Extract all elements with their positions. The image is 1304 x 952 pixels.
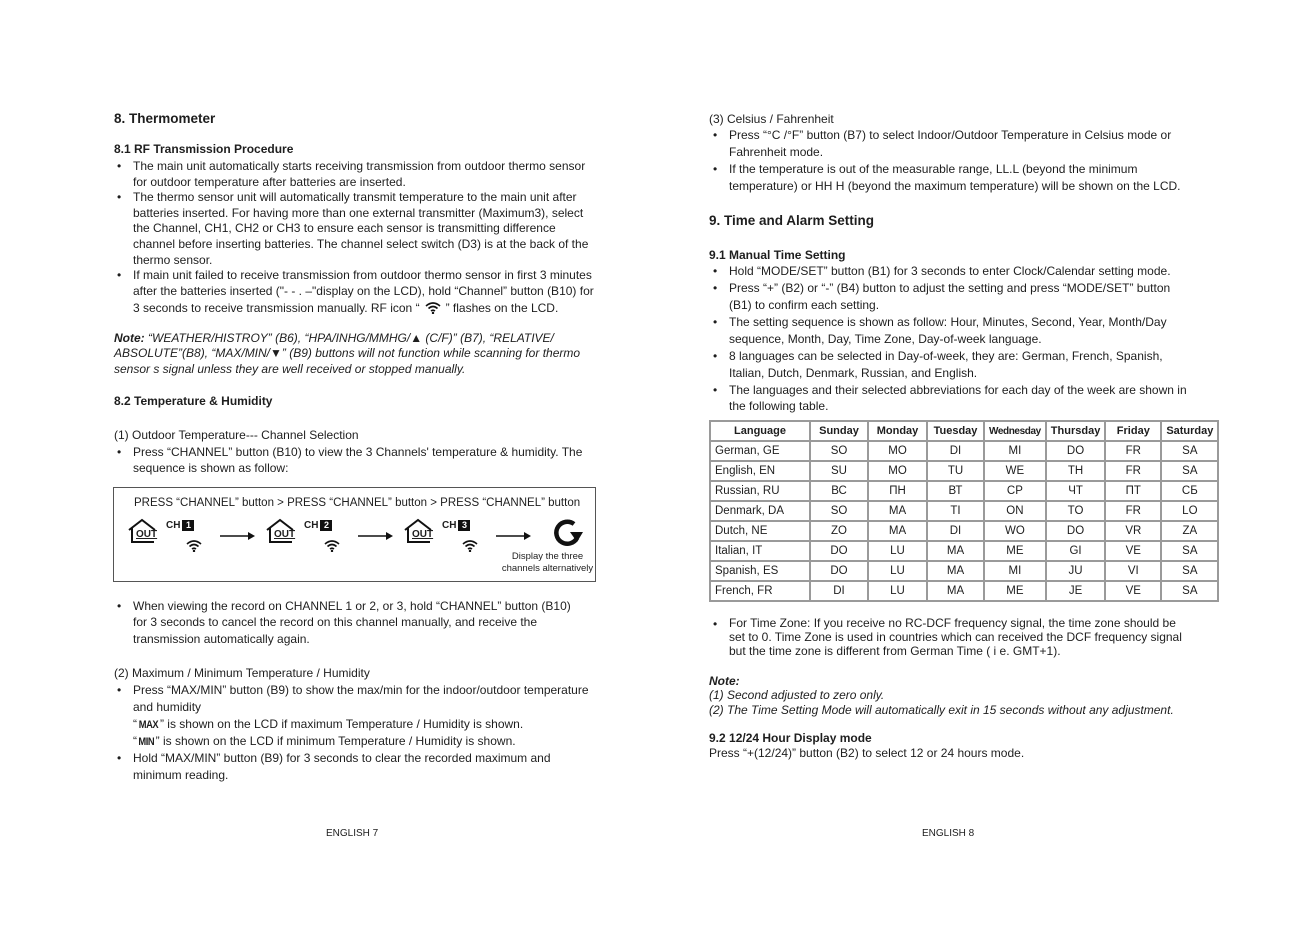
table-cell: Russian, RU <box>710 481 810 501</box>
note-line: sensor s signal unless they are well received or stopped manually. <box>114 362 466 376</box>
table-cell: MI <box>984 441 1046 461</box>
table-cell: LU <box>868 581 927 601</box>
table-cell: Italian, IT <box>710 541 810 561</box>
arrow-right-icon <box>220 526 256 546</box>
page-footer: ENGLISH 7 <box>326 828 379 839</box>
table-cell: MA <box>927 541 984 561</box>
text-line: thermo sensor. <box>133 253 213 267</box>
table-cell: SA <box>1161 461 1218 481</box>
table-row <box>710 501 1218 521</box>
note-label: Note: <box>709 674 740 688</box>
text-line: Press “°C /°F” button (B7) to select Indoor/Outdoor Temperature in Celsius mode or <box>729 128 1172 142</box>
table-cell: JE <box>1046 581 1106 601</box>
table-row <box>710 561 1218 581</box>
table-cell: JU <box>1046 561 1106 581</box>
note-label: Note: <box>114 331 145 345</box>
table-cell: Denmark, DA <box>710 501 810 521</box>
text-line: for 3 seconds to cancel the record on this channel manually, and receive the <box>133 615 538 629</box>
bullet-icon: • <box>117 159 122 173</box>
page-footer: ENGLISH 8 <box>922 828 975 839</box>
section-title: 9. Time and Alarm Setting <box>709 213 875 228</box>
text-line: Press “+” (B2) or “-” (B4) button to adjust the setting and press “MODE/SET” button <box>729 281 1171 295</box>
table-cell: ЧТ <box>1046 481 1106 501</box>
table-row <box>710 521 1218 541</box>
outdoor-house-icon: OUT <box>264 518 296 544</box>
wifi-signal-icon <box>324 540 340 555</box>
outdoor-house-icon: OUT <box>402 518 434 544</box>
channel-label: CH <box>166 520 181 531</box>
table-row <box>710 541 1218 561</box>
text: ” is shown on the LCD if minimum Temperature / Humidity is shown. <box>155 734 516 748</box>
text-line: transmission automatically again. <box>133 632 310 646</box>
table-cell: MA <box>868 501 927 521</box>
table-cell: СБ <box>1161 481 1218 501</box>
bullet-icon: • <box>713 162 718 176</box>
text-line: for outdoor temperature after batteries are inserted. <box>133 175 406 189</box>
text-line: Hold “MODE/SET” button (B1) for 3 seconds to enter Clock/Calendar setting mode. <box>729 264 1171 278</box>
column-header: Thursday <box>1046 421 1106 441</box>
min-indicator: MIN <box>138 736 155 748</box>
rf-signal-icon <box>421 302 445 318</box>
wifi-signal-icon <box>462 540 478 555</box>
text-line: but the time zone is different from German Time ( i e. GMT+1). <box>729 644 1061 658</box>
channel-number: 3 <box>458 520 470 531</box>
column-header: Language <box>710 421 810 441</box>
paragraph: Press “+(12/24)” button (B2) to select 12 or 24 hours mode. <box>709 746 1025 760</box>
table-cell: MA <box>927 561 984 581</box>
bullet-icon: • <box>713 315 718 329</box>
subsection-heading: 9.2 12/24 Hour Display mode <box>709 731 872 745</box>
bullet-icon: • <box>117 445 122 459</box>
bullet-icon: • <box>117 683 122 697</box>
table-cell: SA <box>1161 541 1218 561</box>
text-line: minimum reading. <box>133 768 229 782</box>
table-cell: LU <box>868 561 927 581</box>
channel-number: 1 <box>182 520 194 531</box>
table-cell: SO <box>810 501 868 521</box>
table-cell: LU <box>868 541 927 561</box>
channel-diagram <box>113 487 596 582</box>
table-cell: VE <box>1105 541 1161 561</box>
section-title: 8. Thermometer <box>114 111 216 126</box>
table-cell: ВС <box>810 481 868 501</box>
bullet-icon: • <box>713 281 718 295</box>
text-line: Fahrenheit mode. <box>729 145 824 159</box>
table-row <box>710 481 1218 501</box>
column-header: Sunday <box>810 421 868 441</box>
text-line: the following table. <box>729 399 829 413</box>
text-line: Italian, Dutch, Denmark, Russian, and English. <box>729 366 978 380</box>
text-line: (B1) to confirm each setting. <box>729 298 880 312</box>
text-line: channel before inserting batteries. The channel select switch (D3) is at the back of the <box>133 237 589 251</box>
table-cell: ВТ <box>927 481 984 501</box>
note-line <box>114 330 554 346</box>
column-header: Wednesday <box>984 421 1046 441</box>
table-cell: TO <box>1046 501 1106 521</box>
table-cell: DI <box>927 441 984 461</box>
day-abbreviation-table <box>709 420 1219 602</box>
table-cell: LO <box>1161 501 1218 521</box>
table-cell: MO <box>868 461 927 481</box>
table-cell: Spanish, ES <box>710 561 810 581</box>
text-line: Press “CHANNEL” button (B10) to view the 3 Channels' temperature & humidity. The <box>133 445 583 459</box>
table-cell: DO <box>810 561 868 581</box>
text-line: Press “MAX/MIN” button (B9) to show the max/min for the indoor/outdoor temperature <box>133 683 589 697</box>
note-line: (2) The Time Setting Mode will automatically exit in 15 seconds without any adjustment. <box>709 703 1174 717</box>
text-line: If main unit failed to receive transmission from outdoor thermo sensor in first 3 minutes <box>133 268 592 282</box>
table-cell: SA <box>1161 441 1218 461</box>
table-cell: TU <box>927 461 984 481</box>
table-cell: FR <box>1105 501 1161 521</box>
table-cell: German, GE <box>710 441 810 461</box>
sub-heading: (1) Outdoor Temperature--- Channel Selection <box>114 428 359 442</box>
table-cell: GI <box>1046 541 1106 561</box>
wifi-signal-icon <box>186 540 202 555</box>
table-cell: DO <box>810 541 868 561</box>
bullet-icon: • <box>117 599 122 613</box>
bullet-icon: • <box>713 264 718 278</box>
table-cell: TI <box>927 501 984 521</box>
table-cell: SO <box>810 441 868 461</box>
bullet-icon: • <box>117 268 122 282</box>
table-cell: MA <box>868 521 927 541</box>
text-line: The thermo sensor unit will automatically transmit temperature to the main unit after <box>133 190 577 204</box>
text-line: temperature) or HH H (beyond the maximum temperature) will be shown on the LCD. <box>729 179 1181 193</box>
diagram-caption: Display the three channels alternatively <box>501 551 594 574</box>
table-cell: ZO <box>810 521 868 541</box>
table-cell: FR <box>1105 461 1161 481</box>
channel-label: CH <box>304 520 319 531</box>
text-line: The main unit automatically starts receiving transmission from outdoor thermo sensor <box>133 159 586 173</box>
sub-heading: (3) Celsius / Fahrenheit <box>709 112 834 126</box>
table-cell: MO <box>868 441 927 461</box>
table-cell: ПТ <box>1105 481 1161 501</box>
text-line: “MIN” is shown on the LCD if minimum Temperature / Humidity is shown. <box>133 734 516 748</box>
text-line: after the batteries inserted ("- - . –"display on the LCD), hold “Channel” button (B10) for <box>133 284 594 298</box>
text-line: the Channel, CH1, CH2 or CH3 to ensure each sensor is transmitting difference <box>133 221 556 235</box>
table-cell: WO <box>984 521 1046 541</box>
note-line: (1) Second adjusted to zero only. <box>709 688 885 702</box>
table-cell: DI <box>810 581 868 601</box>
table-cell: VE <box>1105 581 1161 601</box>
bullet-icon: • <box>117 190 122 204</box>
text-line: batteries inserted. For having more than one external transmitter (Maximum3), select <box>133 206 584 220</box>
column-header: Tuesday <box>927 421 984 441</box>
arrow-right-icon <box>496 526 532 546</box>
table-cell: SA <box>1161 581 1218 601</box>
column-header: Saturday <box>1161 421 1218 441</box>
table-cell: VR <box>1105 521 1161 541</box>
bullet-icon: • <box>713 349 718 363</box>
table-row <box>710 581 1218 601</box>
table-cell: ME <box>984 581 1046 601</box>
text: 3 seconds to receive transmission manually. RF icon “ <box>133 301 420 315</box>
outdoor-house-icon: OUT <box>126 518 158 544</box>
table-cell: English, EN <box>710 461 810 481</box>
text-line: 8 languages can be selected in Day-of-week, they are: German, French, Spanish, <box>729 349 1163 363</box>
text-line: Hold “MAX/MIN” button (B9) for 3 seconds to clear the recorded maximum and <box>133 751 551 765</box>
table-row <box>710 461 1218 481</box>
max-indicator: MAX <box>138 719 159 731</box>
note-line: ABSOLUTE”(B8), “MAX/MIN/▼” (B9) buttons will not function while scanning for thermo <box>114 346 581 360</box>
table-header-row <box>710 421 1218 441</box>
text-line: The setting sequence is shown as follow: Hour, Minutes, Second, Year, Month/Day <box>729 315 1167 329</box>
subsection-heading: 9.1 Manual Time Setting <box>709 248 846 262</box>
table-cell: DO <box>1046 521 1106 541</box>
note-text: “WEATHER/HISTROY” (B6), “HPA/INHG/MMHG/▲ (C/F)” (B7), “RELATIVE/ <box>144 331 554 345</box>
table-cell: VI <box>1105 561 1161 581</box>
bullet-icon: • <box>117 751 122 765</box>
column-header: Monday <box>868 421 927 441</box>
text-line: (2) Maximum / Minimum Temperature / Humidity <box>114 666 370 680</box>
table-cell: TH <box>1046 461 1106 481</box>
table-cell: СР <box>984 481 1046 501</box>
table-cell: French, FR <box>710 581 810 601</box>
text-line: The languages and their selected abbreviations for each day of the week are shown in <box>729 383 1187 397</box>
table-cell: ON <box>984 501 1046 521</box>
text-line: If the temperature is out of the measurable range, LL.L (beyond the minimum <box>729 162 1138 176</box>
text-line: For Time Zone: If you receive no RC-DCF frequency signal, the time zone should be <box>729 616 1176 630</box>
column-header: Friday <box>1105 421 1161 441</box>
text-line: “ MAX ” is shown on the LCD if maximum Temperature / Humidity is shown. <box>133 717 524 731</box>
text-line: set to 0. Time Zone is used in countries which can received the DCF frequency signal <box>729 630 1182 644</box>
table-cell: FR <box>1105 441 1161 461</box>
diagram-steps: PRESS “CHANNEL” button > PRESS “CHANNEL” button > PRESS “CHANNEL” button <box>134 497 581 509</box>
table-cell: SU <box>810 461 868 481</box>
table-cell: ПН <box>868 481 927 501</box>
bullet-icon: • <box>713 617 718 631</box>
text-line <box>133 300 558 318</box>
subsection-heading: 8.2 Temperature & Humidity <box>114 394 273 408</box>
arrow-right-icon <box>358 526 394 546</box>
text-line: sequence is shown as follow: <box>133 461 289 475</box>
table-cell: ME <box>984 541 1046 561</box>
table-row <box>710 441 1218 461</box>
text-line: When viewing the record on CHANNEL 1 or 2, or 3, hold “CHANNEL” button (B10) <box>133 599 571 613</box>
text: ” flashes on the LCD. <box>445 301 559 315</box>
text-line: sequence, Month, Day, Time Zone, Day-of-week language. <box>729 332 1042 346</box>
text-line: and humidity <box>133 700 202 714</box>
subsection-heading: 8.1 RF Transmission Procedure <box>114 142 294 156</box>
table-cell: Dutch, NE <box>710 521 810 541</box>
table-cell: SA <box>1161 561 1218 581</box>
bullet-icon: • <box>713 128 718 142</box>
table-cell: DI <box>927 521 984 541</box>
cycle-arrow-icon <box>550 518 586 550</box>
table-cell: WE <box>984 461 1046 481</box>
table-cell: MI <box>984 561 1046 581</box>
channel-label: CH <box>442 520 457 531</box>
table-cell: ZA <box>1161 521 1218 541</box>
text: ” is shown on the LCD if maximum Temperature / Humidity is shown. <box>159 717 524 731</box>
table-cell: DO <box>1046 441 1106 461</box>
table-cell: MA <box>927 581 984 601</box>
channel-number: 2 <box>320 520 332 531</box>
bullet-icon: • <box>713 383 718 397</box>
